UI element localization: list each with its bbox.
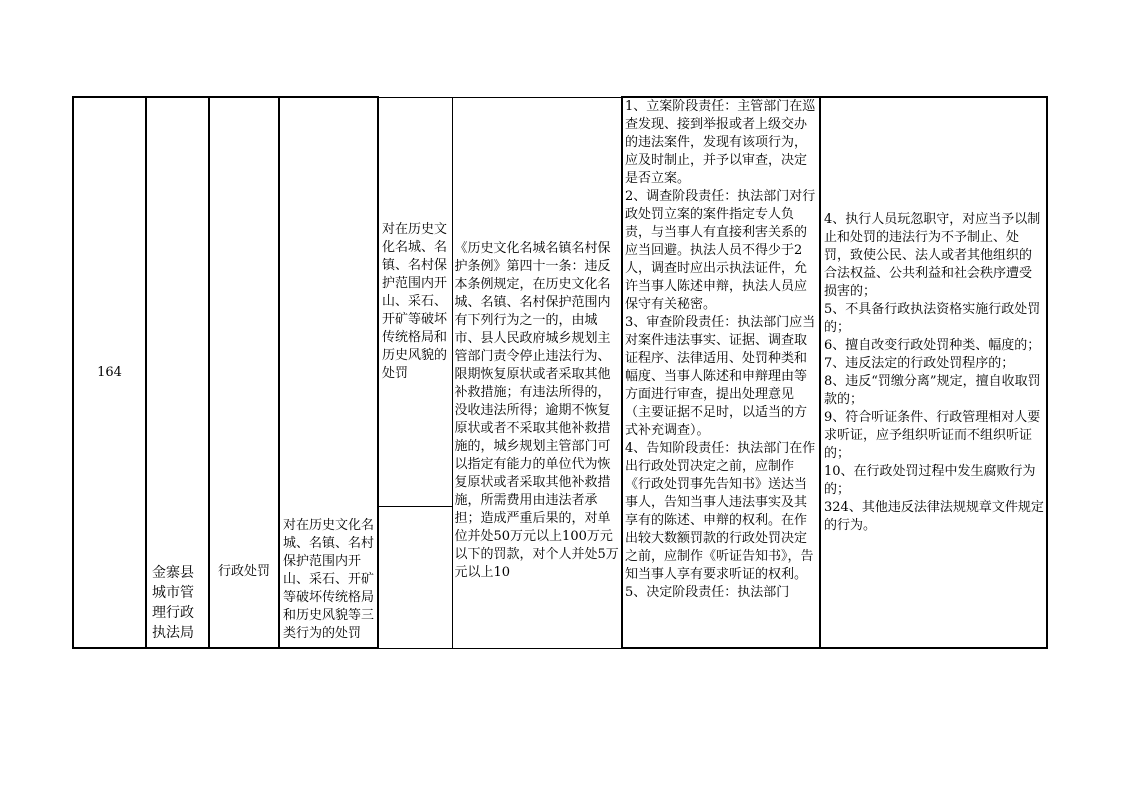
power-item-name: 对在历史文化名城、名镇、名村保护范围内开山、采石、开矿等破坏传统格局和历史风貌等三类行为的处罚 bbox=[283, 518, 375, 641]
category-cell bbox=[209, 97, 279, 648]
row-number: 164 bbox=[97, 365, 122, 380]
liability-text: 4、执行人员玩忽职守，对应当予以制止和处罚的违法行为不予制止、处罚，致使公民、法人或者其他组织的合法权益、公共利益和社会秩序遭受损害的； 5、不具备行政执法资格实施行政处罚的； 6、擅自改变行政处罚种类、幅度的； 7、违反法定的行政处罚程序的； 8、违反“罚缴分离”规定，擅自收取罚款的； 9、符合听证条件、行政管理相对人要求听证，应予组织听证而不组织听证的； 10、在行政处罚过程中发生腐败行为的； 324、其他违反法律法规规章文件规定的行为。 bbox=[824, 211, 1044, 533]
liability-cell bbox=[820, 97, 1047, 648]
row-number-cell bbox=[73, 97, 146, 648]
item-name-cell bbox=[279, 97, 378, 648]
empty-cell bbox=[378, 507, 452, 648]
power-category: 行政处罚 bbox=[217, 564, 270, 579]
sub-item-cell bbox=[378, 97, 452, 507]
department-name: 金寨县城市管理行政执法局 bbox=[152, 565, 194, 641]
sub-item-name: 对在历史文化名城、名镇、名村保护范围内开山、采石、开矿等破坏传统格局和历史风貌的处罚 bbox=[382, 221, 448, 381]
legal-basis-text: 《历史文化名城名镇名村保护条例》第四十一条：违反本条例规定，在历史文化名城、名镇、名村保护范围内有下列行为之一的，由城市、县人民政府城乡规划主管部门责令停止违法行为、限期恢复原状或者采取其他补救措施；有违法所得的，没收违法所得；逾期不恢复原状或者不采取其他补救措施的，城乡规划主管部门可以指定有能力的单位代为恢复原状或者采取其他补救措施，所需费用由违法者承担；造成严重后果的，对单位并处50万元以上100万元以下的罚款，对个人并处5万元以上10 bbox=[454, 240, 619, 580]
department-cell bbox=[146, 97, 209, 648]
responsibility-text: 1、立案阶段责任：主管部门在巡查发现、接到举报或者上级交办的违法案件，发现有该项行为，应及时制止，并予以审查，决定是否立案。 2、调查阶段责任：执法部门对行政处罚立案的案件指定专人负责，与当事人有直接利害关系的应当回避。执法人员不得少于2人，调查时应出示执法证件，允许当事人陈述申辩，执法人员应保守有关秘密。 3、审查阶段责任：执法部门应当对案件违法事实、证据、调查取证程序、法律适用、处罚种类和幅度、当事人陈述和申辩理由等方面进行审查，提出处理意见（主要证据不足时，以适当的方式补充调查）。 4、告知阶段责任：执法部门在作出行政处罚决定之前，应制作《行政处罚事先告知书》送达当事人，告知当事人违法事实及其享有的陈述、申辩的权利。在作出较大数额罚款的行政处罚决定之前，应制作《听证告知书》，告知当事人享有要求听证的权利。 5、决定阶段责任：执法部门 bbox=[625, 99, 816, 600]
legal-basis-cell bbox=[452, 97, 622, 648]
table-row bbox=[73, 97, 1047, 507]
responsibility-cell bbox=[622, 97, 820, 648]
power-list-table bbox=[72, 96, 1048, 649]
